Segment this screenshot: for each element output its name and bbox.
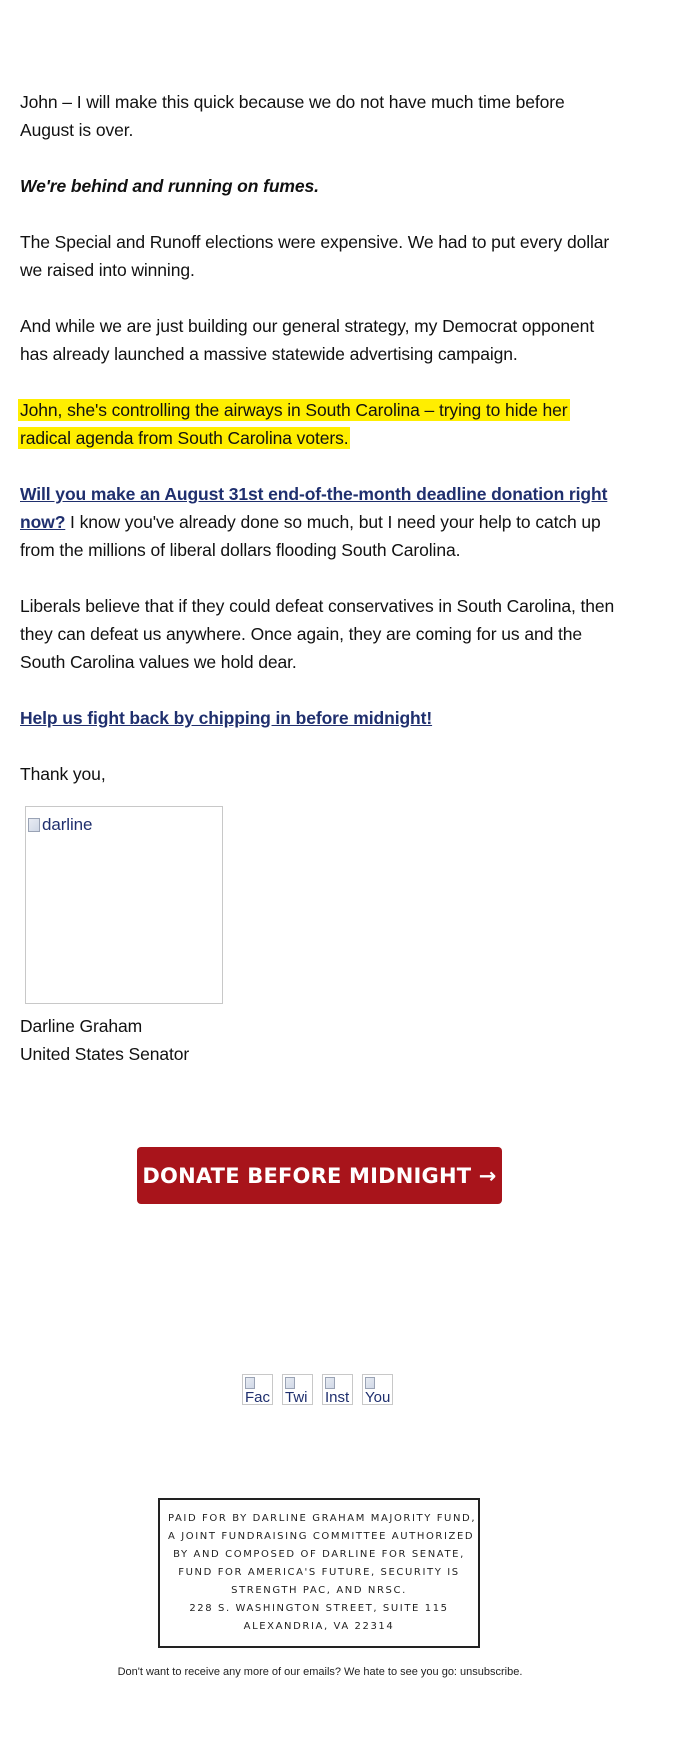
paragraph-deadline: [20, 480, 620, 564]
paid-for-disclaimer: [158, 1498, 480, 1648]
paragraph-emphasis: We're behind and running on fumes.: [20, 176, 319, 196]
signature-title: United States Senator: [20, 1044, 190, 1064]
paragraph-fight-back: [20, 704, 620, 732]
email-body: [20, 88, 620, 1068]
disclaimer-line: FUND FOR AMERICA'S FUTURE, SECURITY IS: [178, 1567, 460, 1578]
social-links: [242, 1374, 393, 1405]
paragraph-elections: The Special and Runoff elections were expensive. We had to put every dollar we raised into winning.: [20, 232, 610, 280]
unsubscribe-footer: [0, 1666, 640, 1678]
paragraph-highlighted: [20, 396, 620, 452]
disclaimer-line: ALEXANDRIA, VA 22314: [243, 1621, 395, 1632]
paragraph-opponent: And while we are just building our general strategy, my Democrat opponent has already launched a massive statewide advertising campaign.: [20, 316, 595, 364]
donate-button[interactable]: DONATE BEFORE MIDNIGHT →: [137, 1147, 502, 1204]
twitter-icon[interactable]: Twi: [282, 1374, 313, 1405]
fight-back-link[interactable]: Help us fight back by chipping in before midnight!: [20, 708, 433, 728]
instagram-icon[interactable]: Inst: [322, 1374, 353, 1405]
broken-image-icon: [28, 811, 92, 839]
deadline-donation-link[interactable]: Will you make an August 31st end-of-the-month deadline donation right now?: [20, 484, 608, 532]
facebook-icon[interactable]: Fac: [242, 1374, 273, 1405]
signoff: Thank you,: [20, 764, 106, 784]
signature-name: Darline Graham: [20, 1016, 143, 1036]
youtube-icon[interactable]: You: [362, 1374, 393, 1405]
paragraph-intro: John – I will make this quick because we do not have much time before August is over.: [20, 92, 565, 140]
paragraph-liberals: Liberals believe that if they could defeat conservatives in South Carolina, then they can defeat us anywhere. Once again, they are coming for us and the South Carolina values we hold dear.: [20, 596, 615, 672]
disclaimer-line: PAID FOR BY DARLINE GRAHAM MAJORITY FUND,: [168, 1513, 477, 1524]
signature-block: [20, 1012, 620, 1068]
disclaimer-line: A JOINT FUNDRAISING COMMITTEE AUTHORIZED: [168, 1531, 475, 1542]
signature-image-alt: darline: [42, 815, 93, 834]
highlighted-text: John, she's controlling the airways in South Carolina – trying to hide her radical agenda from South Carolina voters.: [20, 400, 568, 448]
signature-image: [25, 806, 223, 1004]
disclaimer-line: 228 S. WASHINGTON STREET, SUITE 115: [189, 1603, 449, 1614]
unsubscribe-text: Don't want to receive any more of our emails? We hate to see you go:: [117, 1666, 461, 1678]
paragraph-deadline-rest: I know you've already done so much, but I need your help to catch up from the millions of liberal dollars flooding South Carolina.: [20, 512, 601, 560]
disclaimer-line: STRENGTH PAC, AND NRSC.: [231, 1585, 407, 1596]
disclaimer-line: BY AND COMPOSED OF DARLINE FOR SENATE,: [173, 1549, 465, 1560]
unsubscribe-link[interactable]: unsubscribe.: [460, 1666, 523, 1678]
